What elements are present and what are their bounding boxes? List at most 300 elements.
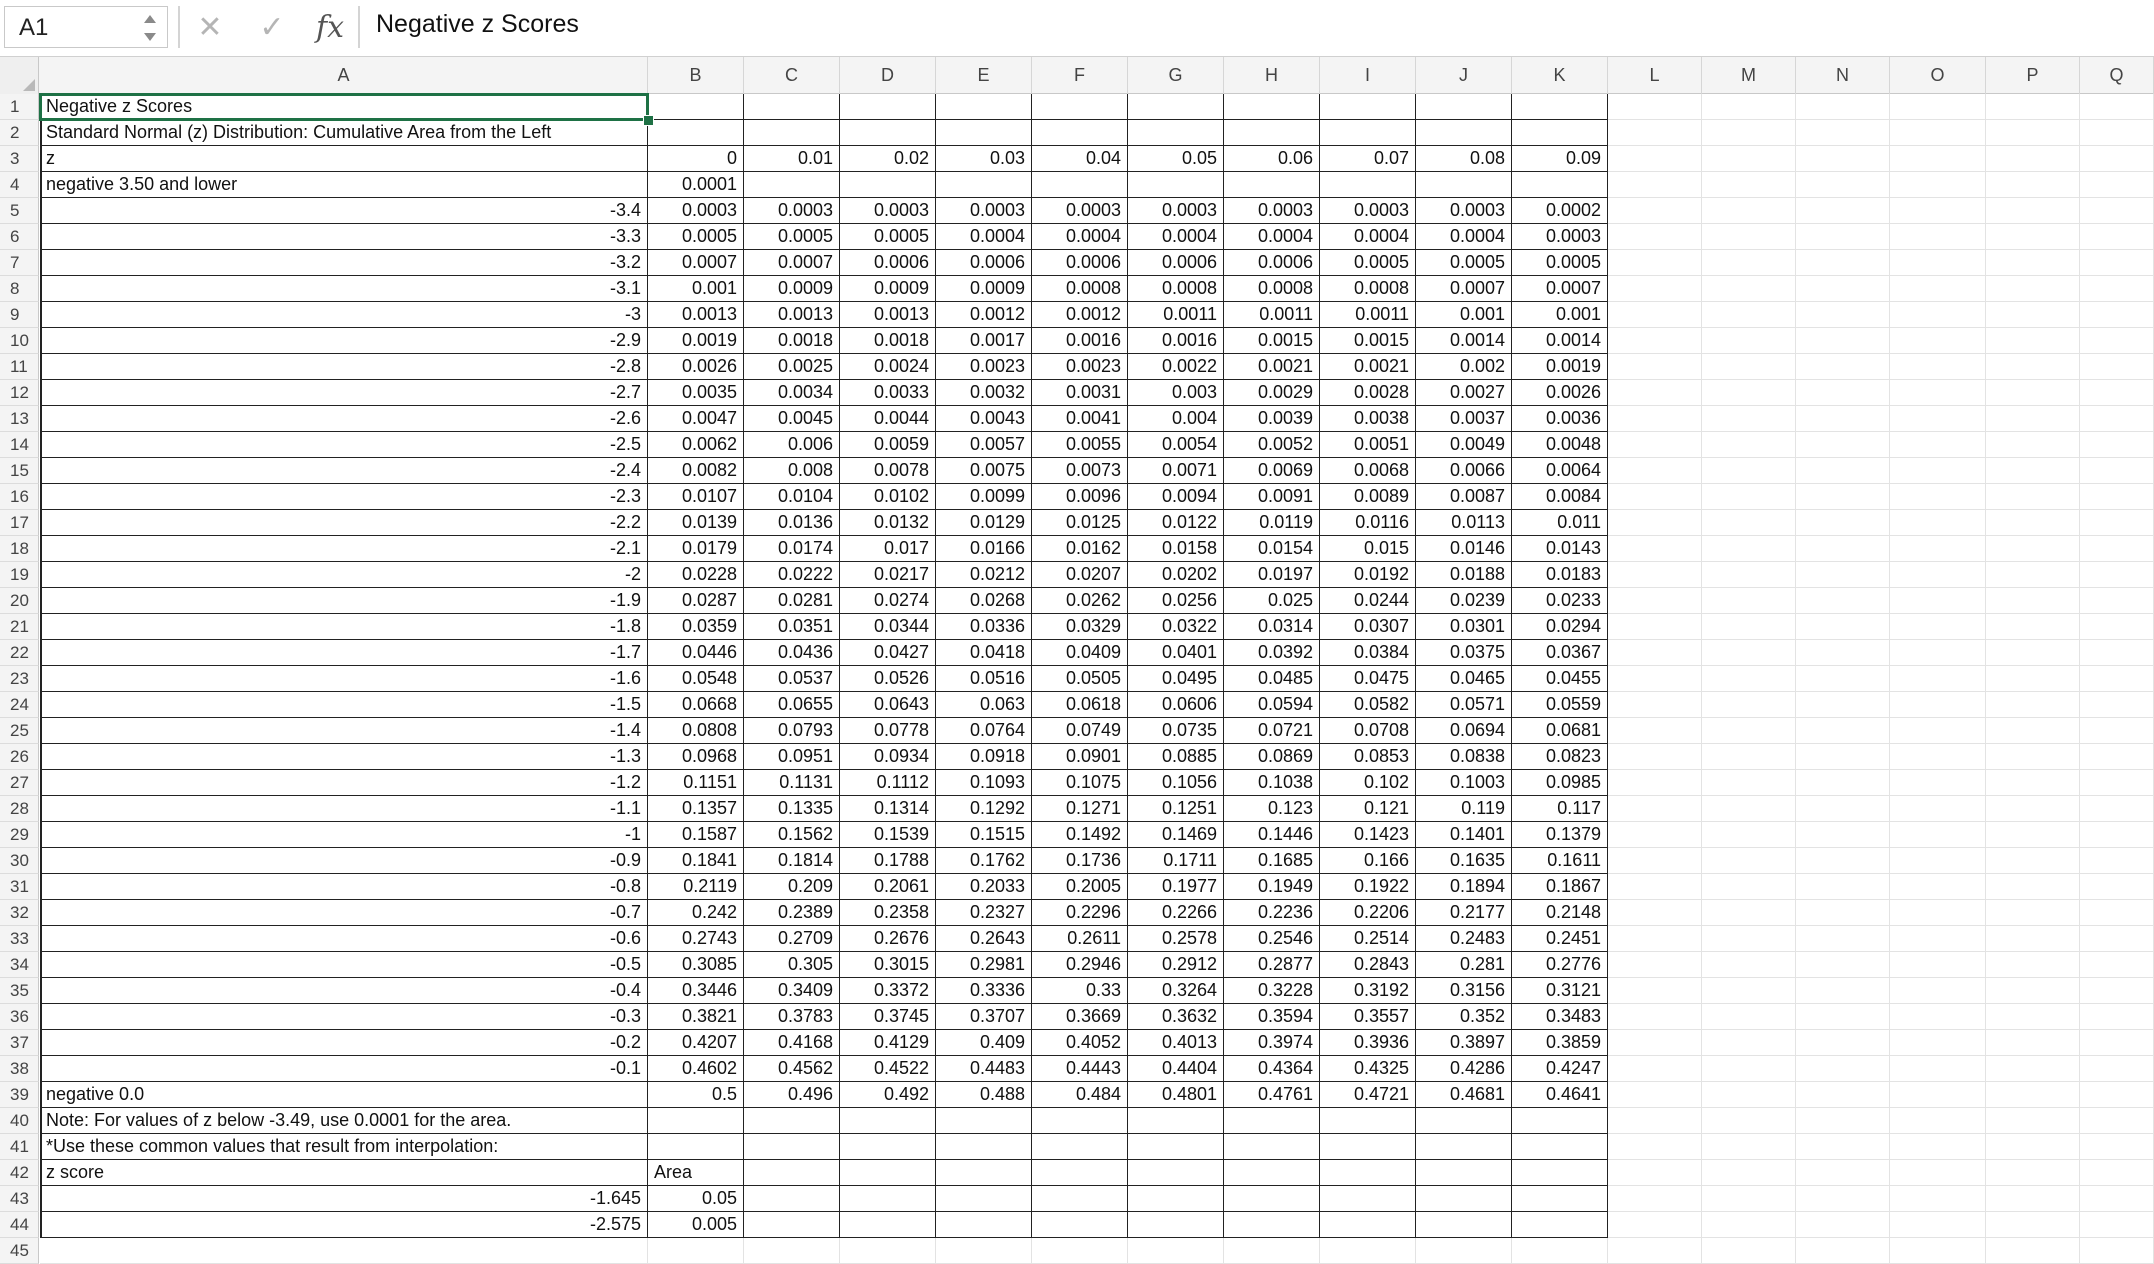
cell[interactable]: 0.2676	[840, 926, 936, 952]
cell[interactable]	[1416, 1238, 1512, 1264]
cell[interactable]: 0.0004	[1320, 224, 1416, 250]
cell[interactable]	[1702, 510, 1796, 536]
cell[interactable]: 0.1423	[1320, 822, 1416, 848]
cell[interactable]: Standard Normal (z) Distribution: Cumulative Area from the Left	[40, 120, 648, 146]
cell[interactable]: 0.2578	[1128, 926, 1224, 952]
cell[interactable]: 0.0007	[1416, 276, 1512, 302]
cell[interactable]: Negative z Scores	[40, 94, 648, 120]
cell[interactable]: 0.3372	[840, 978, 936, 1004]
cell[interactable]: 0.0735	[1128, 718, 1224, 744]
cell[interactable]: 0.02	[840, 146, 936, 172]
cell[interactable]	[2080, 302, 2154, 328]
cell[interactable]: 0.3446	[648, 978, 744, 1004]
cell[interactable]: -2.6	[40, 406, 648, 432]
cell[interactable]: 0.0087	[1416, 484, 1512, 510]
cell[interactable]	[2080, 926, 2154, 952]
cell[interactable]	[1320, 1186, 1416, 1212]
cell[interactable]: 0.0102	[840, 484, 936, 510]
cell[interactable]: 0.0125	[1032, 510, 1128, 536]
cell[interactable]: 0.0011	[1320, 302, 1416, 328]
cell[interactable]	[1796, 536, 1890, 562]
cell[interactable]	[1416, 120, 1512, 146]
row-header[interactable]: 7	[0, 250, 39, 276]
cell[interactable]: negative 0.0	[40, 1082, 648, 1108]
cancel-icon[interactable]: ✕	[197, 10, 223, 44]
cell[interactable]: 0.492	[840, 1082, 936, 1108]
cell[interactable]	[1702, 1186, 1796, 1212]
cell[interactable]: 0.2358	[840, 900, 936, 926]
cell[interactable]: 0.0051	[1320, 432, 1416, 458]
cell[interactable]: 0.0139	[648, 510, 744, 536]
cell[interactable]	[1224, 1212, 1320, 1238]
column-header-k[interactable]: K	[1512, 57, 1608, 94]
cell[interactable]: 0.0409	[1032, 640, 1128, 666]
cell[interactable]	[1608, 666, 1702, 692]
cell[interactable]	[2080, 484, 2154, 510]
cell[interactable]: 0.305	[744, 952, 840, 978]
cell[interactable]	[1608, 1030, 1702, 1056]
cell[interactable]: 0.0091	[1224, 484, 1320, 510]
cell[interactable]: -2.1	[40, 536, 648, 562]
cell[interactable]	[1796, 666, 1890, 692]
row-header[interactable]: 35	[0, 978, 39, 1004]
cell[interactable]	[1890, 354, 1986, 380]
cell[interactable]	[1890, 1056, 1986, 1082]
row-header[interactable]: 4	[0, 172, 39, 198]
cell[interactable]	[1890, 1108, 1986, 1134]
cell[interactable]: -3.4	[40, 198, 648, 224]
cell[interactable]	[1224, 172, 1320, 198]
cell[interactable]: 0.0668	[648, 692, 744, 718]
row-header[interactable]: 36	[0, 1004, 39, 1030]
cell[interactable]	[2080, 614, 2154, 640]
row-header[interactable]: 3	[0, 146, 39, 172]
cell[interactable]	[840, 1238, 936, 1264]
cell[interactable]: 0.5	[648, 1082, 744, 1108]
cell[interactable]: 0.0401	[1128, 640, 1224, 666]
cell[interactable]	[1986, 1004, 2080, 1030]
cell[interactable]	[1796, 1186, 1890, 1212]
cell[interactable]: 0.0778	[840, 718, 936, 744]
cell[interactable]	[2080, 276, 2154, 302]
row-header[interactable]: 23	[0, 666, 39, 692]
cell[interactable]	[2080, 692, 2154, 718]
cell[interactable]	[1608, 1056, 1702, 1082]
cell[interactable]	[1986, 276, 2080, 302]
cell[interactable]: 0.0007	[744, 250, 840, 276]
cell[interactable]: 0.0005	[648, 224, 744, 250]
cell[interactable]: 0.3336	[936, 978, 1032, 1004]
cell[interactable]: 0.1271	[1032, 796, 1128, 822]
cell[interactable]	[1796, 328, 1890, 354]
cell[interactable]	[1890, 146, 1986, 172]
cell[interactable]	[1890, 952, 1986, 978]
row-header[interactable]: 22	[0, 640, 39, 666]
cell[interactable]: 0.1093	[936, 770, 1032, 796]
cell[interactable]	[1608, 1160, 1702, 1186]
cell[interactable]: 0.0099	[936, 484, 1032, 510]
cell[interactable]: 0.2005	[1032, 874, 1128, 900]
cell[interactable]: 0.3936	[1320, 1030, 1416, 1056]
cell[interactable]	[1224, 1134, 1320, 1160]
row-header[interactable]: 45	[0, 1238, 39, 1264]
cell[interactable]	[2080, 94, 2154, 120]
cell[interactable]: 0.2033	[936, 874, 1032, 900]
cell[interactable]: z score	[40, 1160, 648, 1186]
cell[interactable]	[1890, 484, 1986, 510]
cell[interactable]: -3.2	[40, 250, 648, 276]
cell[interactable]: 0.3974	[1224, 1030, 1320, 1056]
cell[interactable]: 0.3483	[1512, 1004, 1608, 1030]
cell[interactable]	[1702, 666, 1796, 692]
cell[interactable]: 0.1841	[648, 848, 744, 874]
cell[interactable]	[1128, 1134, 1224, 1160]
cell[interactable]: 0.0197	[1224, 562, 1320, 588]
cell[interactable]	[1702, 1108, 1796, 1134]
cell[interactable]	[1986, 1160, 2080, 1186]
cell[interactable]: -2.9	[40, 328, 648, 354]
row-header[interactable]: 41	[0, 1134, 39, 1160]
cell[interactable]: 0.0005	[1416, 250, 1512, 276]
cell[interactable]: 0.0003	[1320, 198, 1416, 224]
cell[interactable]: -0.6	[40, 926, 648, 952]
cell[interactable]: 0.4522	[840, 1056, 936, 1082]
cell[interactable]: 0.0618	[1032, 692, 1128, 718]
cell[interactable]: 0.2483	[1416, 926, 1512, 952]
cell[interactable]: 0.0009	[936, 276, 1032, 302]
cell[interactable]: 0.0003	[1224, 198, 1320, 224]
cell[interactable]: 0.0012	[936, 302, 1032, 328]
cell[interactable]	[1416, 1186, 1512, 1212]
cell[interactable]: 0.1894	[1416, 874, 1512, 900]
cell[interactable]: 0.1131	[744, 770, 840, 796]
cell[interactable]: 0.0183	[1512, 562, 1608, 588]
cell[interactable]	[1702, 276, 1796, 302]
cell[interactable]: 0.1469	[1128, 822, 1224, 848]
row-header[interactable]: 27	[0, 770, 39, 796]
cell[interactable]: 0.4602	[648, 1056, 744, 1082]
cell[interactable]: 0.0436	[744, 640, 840, 666]
fill-handle[interactable]	[643, 115, 654, 126]
cell[interactable]: 0.0505	[1032, 666, 1128, 692]
cell[interactable]	[1796, 1004, 1890, 1030]
cell[interactable]: -3	[40, 302, 648, 328]
cell[interactable]	[2080, 1186, 2154, 1212]
cell[interactable]: 0.0516	[936, 666, 1032, 692]
cell[interactable]	[1986, 94, 2080, 120]
cell[interactable]	[1986, 692, 2080, 718]
cell[interactable]: 0.2877	[1224, 952, 1320, 978]
cell[interactable]	[1702, 146, 1796, 172]
cell[interactable]	[1416, 1160, 1512, 1186]
cell[interactable]: 0.0096	[1032, 484, 1128, 510]
cell[interactable]	[1986, 224, 2080, 250]
row-header[interactable]: 42	[0, 1160, 39, 1186]
cell[interactable]: 0.09	[1512, 146, 1608, 172]
cell[interactable]: 0.0057	[936, 432, 1032, 458]
cell[interactable]: 0.0212	[936, 562, 1032, 588]
cell[interactable]	[1796, 926, 1890, 952]
cell[interactable]	[1986, 1238, 2080, 1264]
cell[interactable]	[2080, 458, 2154, 484]
row-header[interactable]: 10	[0, 328, 39, 354]
cell[interactable]: 0.0823	[1512, 744, 1608, 770]
cell[interactable]	[1986, 406, 2080, 432]
cell[interactable]	[1128, 1160, 1224, 1186]
cell[interactable]: 0.0233	[1512, 588, 1608, 614]
cell[interactable]: 0.0721	[1224, 718, 1320, 744]
cell[interactable]: 0.1515	[936, 822, 1032, 848]
cell[interactable]	[1702, 770, 1796, 796]
cell[interactable]: 0.3557	[1320, 1004, 1416, 1030]
cell[interactable]: -0.3	[40, 1004, 648, 1030]
cell[interactable]: 0.0016	[1032, 328, 1128, 354]
cell[interactable]: 0.0244	[1320, 588, 1416, 614]
cell[interactable]: 0.1949	[1224, 874, 1320, 900]
row-header[interactable]: 33	[0, 926, 39, 952]
cell[interactable]	[1890, 250, 1986, 276]
cell[interactable]: 0.0643	[840, 692, 936, 718]
cell[interactable]: 0.0367	[1512, 640, 1608, 666]
cell[interactable]	[2080, 666, 2154, 692]
cell[interactable]: 0.0853	[1320, 744, 1416, 770]
cell[interactable]	[840, 1212, 936, 1238]
cell[interactable]	[1890, 380, 1986, 406]
cell[interactable]	[1032, 1238, 1128, 1264]
cell[interactable]	[1416, 94, 1512, 120]
cell[interactable]	[2080, 1108, 2154, 1134]
cell[interactable]	[1986, 796, 2080, 822]
cell[interactable]	[1702, 536, 1796, 562]
cell[interactable]	[1512, 94, 1608, 120]
cell[interactable]	[1702, 1004, 1796, 1030]
cell[interactable]: 0.1335	[744, 796, 840, 822]
cell[interactable]: 0.0188	[1416, 562, 1512, 588]
cell[interactable]	[1608, 458, 1702, 484]
cell[interactable]	[1796, 432, 1890, 458]
cell[interactable]	[1702, 1082, 1796, 1108]
cell[interactable]: 0.4483	[936, 1056, 1032, 1082]
cell[interactable]: Area	[648, 1160, 744, 1186]
cell[interactable]: 0.0007	[1512, 276, 1608, 302]
cell[interactable]: 0.0041	[1032, 406, 1128, 432]
cell[interactable]: 0.0015	[1320, 328, 1416, 354]
cell[interactable]	[1702, 302, 1796, 328]
cell[interactable]: 0.0885	[1128, 744, 1224, 770]
cell[interactable]: 0.0003	[1512, 224, 1608, 250]
cell[interactable]: 0.119	[1416, 796, 1512, 822]
cell[interactable]: 0.0256	[1128, 588, 1224, 614]
cell[interactable]: 0.0655	[744, 692, 840, 718]
cell[interactable]: 0.488	[936, 1082, 1032, 1108]
cell[interactable]: 0.3015	[840, 952, 936, 978]
cell[interactable]: -2.8	[40, 354, 648, 380]
cell[interactable]	[1796, 1108, 1890, 1134]
cell[interactable]: 0.0039	[1224, 406, 1320, 432]
cell[interactable]	[1796, 198, 1890, 224]
cell[interactable]: 0.0322	[1128, 614, 1224, 640]
cell[interactable]	[2080, 796, 2154, 822]
cell[interactable]: 0.0003	[1416, 198, 1512, 224]
cell[interactable]: 0.0014	[1416, 328, 1512, 354]
cell[interactable]: 0.05	[1128, 146, 1224, 172]
cell[interactable]: -0.7	[40, 900, 648, 926]
cell[interactable]	[1986, 1134, 2080, 1160]
cell[interactable]	[1796, 172, 1890, 198]
cell[interactable]: 0.063	[936, 692, 1032, 718]
cell[interactable]: 0.05	[648, 1186, 744, 1212]
cell[interactable]	[936, 120, 1032, 146]
cell[interactable]	[1702, 562, 1796, 588]
cell[interactable]	[936, 1134, 1032, 1160]
cell[interactable]	[1986, 1186, 2080, 1212]
cell[interactable]	[1702, 120, 1796, 146]
cell[interactable]	[1608, 380, 1702, 406]
cell[interactable]: 0.0084	[1512, 484, 1608, 510]
select-all-corner[interactable]	[0, 57, 39, 94]
cell[interactable]: 0.2177	[1416, 900, 1512, 926]
cell[interactable]	[648, 1238, 744, 1264]
cell[interactable]	[1512, 172, 1608, 198]
cell[interactable]	[1986, 198, 2080, 224]
cell[interactable]: 0.0351	[744, 614, 840, 640]
cell[interactable]: 0.001	[1512, 302, 1608, 328]
cell[interactable]: 0.0136	[744, 510, 840, 536]
column-header-n[interactable]: N	[1796, 57, 1890, 94]
cell[interactable]: 0.4286	[1416, 1056, 1512, 1082]
cell[interactable]: 0.0548	[648, 666, 744, 692]
row-header[interactable]: 30	[0, 848, 39, 874]
cell[interactable]: 0.04	[1032, 146, 1128, 172]
cell[interactable]	[1608, 198, 1702, 224]
cell[interactable]	[1702, 952, 1796, 978]
cell[interactable]: 0.1977	[1128, 874, 1224, 900]
cell[interactable]: 0.0129	[936, 510, 1032, 536]
cell[interactable]	[1702, 900, 1796, 926]
cell[interactable]: 0.0028	[1320, 380, 1416, 406]
cell[interactable]: 0.0495	[1128, 666, 1224, 692]
cell[interactable]: 0.0132	[840, 510, 936, 536]
cell[interactable]	[1608, 770, 1702, 796]
cell[interactable]	[2080, 588, 2154, 614]
cell[interactable]: 0.4443	[1032, 1056, 1128, 1082]
cell[interactable]	[2080, 952, 2154, 978]
cell[interactable]: 0.0009	[840, 276, 936, 302]
cell[interactable]	[2080, 562, 2154, 588]
cell[interactable]: 0.2327	[936, 900, 1032, 926]
row-header[interactable]: 37	[0, 1030, 39, 1056]
cell[interactable]: 0.121	[1320, 796, 1416, 822]
cell[interactable]	[1986, 1212, 2080, 1238]
cell[interactable]: 0.0222	[744, 562, 840, 588]
cell[interactable]: 0.1611	[1512, 848, 1608, 874]
cell[interactable]	[1608, 1134, 1702, 1160]
cell[interactable]: 0.0202	[1128, 562, 1224, 588]
cell[interactable]	[1796, 900, 1890, 926]
cell[interactable]: 0.3669	[1032, 1004, 1128, 1030]
cell[interactable]	[936, 1212, 1032, 1238]
cell[interactable]: 0.1539	[840, 822, 936, 848]
cell[interactable]: 0.0104	[744, 484, 840, 510]
cell[interactable]: 0.0694	[1416, 718, 1512, 744]
cell[interactable]: 0.0013	[648, 302, 744, 328]
cell[interactable]: 0.0048	[1512, 432, 1608, 458]
cell[interactable]: 0.2206	[1320, 900, 1416, 926]
cell[interactable]	[1702, 250, 1796, 276]
cell[interactable]: 0.0012	[1032, 302, 1128, 328]
cell[interactable]	[1796, 770, 1890, 796]
cell[interactable]: 0.07	[1320, 146, 1416, 172]
cell[interactable]: 0.0006	[1128, 250, 1224, 276]
cell[interactable]	[2080, 172, 2154, 198]
cell[interactable]: 0.0336	[936, 614, 1032, 640]
cell[interactable]: 0.2061	[840, 874, 936, 900]
cell[interactable]: -1.7	[40, 640, 648, 666]
cell[interactable]: 0.0047	[648, 406, 744, 432]
cell[interactable]	[1608, 588, 1702, 614]
cell[interactable]: 0.2546	[1224, 926, 1320, 952]
cell[interactable]	[840, 1160, 936, 1186]
cell[interactable]: 0.0418	[936, 640, 1032, 666]
cell[interactable]	[1032, 1212, 1128, 1238]
cell[interactable]	[1608, 250, 1702, 276]
cell[interactable]: 0.4168	[744, 1030, 840, 1056]
cell[interactable]	[1320, 172, 1416, 198]
cell[interactable]	[1416, 1134, 1512, 1160]
cell[interactable]	[1608, 354, 1702, 380]
cell[interactable]	[1796, 822, 1890, 848]
cell[interactable]: 0.0003	[648, 198, 744, 224]
cell[interactable]	[2080, 510, 2154, 536]
cell[interactable]: 0.3409	[744, 978, 840, 1004]
cell[interactable]: 0.0019	[1512, 354, 1608, 380]
cell[interactable]	[1890, 874, 1986, 900]
cell[interactable]: 0.0119	[1224, 510, 1320, 536]
cell[interactable]: 0.017	[840, 536, 936, 562]
cell[interactable]	[1796, 1056, 1890, 1082]
cell[interactable]: 0.2119	[648, 874, 744, 900]
cell[interactable]: -3.1	[40, 276, 648, 302]
cell[interactable]	[1796, 250, 1890, 276]
cell[interactable]	[1986, 874, 2080, 900]
column-header-l[interactable]: L	[1608, 57, 1702, 94]
cell[interactable]	[2080, 978, 2154, 1004]
cell[interactable]	[2080, 744, 2154, 770]
cell[interactable]	[1608, 1186, 1702, 1212]
cell[interactable]	[1890, 900, 1986, 926]
cell[interactable]: 0.0064	[1512, 458, 1608, 484]
row-header[interactable]: 29	[0, 822, 39, 848]
row-header[interactable]: 26	[0, 744, 39, 770]
cell[interactable]: 0.1292	[936, 796, 1032, 822]
row-header[interactable]: 17	[0, 510, 39, 536]
cell[interactable]	[2080, 146, 2154, 172]
row-header[interactable]: 28	[0, 796, 39, 822]
cell[interactable]: 0.1492	[1032, 822, 1128, 848]
cell[interactable]: 0.3745	[840, 1004, 936, 1030]
cell[interactable]: -2.5	[40, 432, 648, 458]
cell[interactable]: 0.0475	[1320, 666, 1416, 692]
cell[interactable]: 0.0052	[1224, 432, 1320, 458]
cell[interactable]: -2	[40, 562, 648, 588]
cell[interactable]	[1608, 692, 1702, 718]
cell[interactable]: 0.0262	[1032, 588, 1128, 614]
row-header[interactable]: 39	[0, 1082, 39, 1108]
cell[interactable]: 0.003	[1128, 380, 1224, 406]
cell[interactable]	[1890, 770, 1986, 796]
cell[interactable]	[1702, 588, 1796, 614]
cell[interactable]: 0.0158	[1128, 536, 1224, 562]
